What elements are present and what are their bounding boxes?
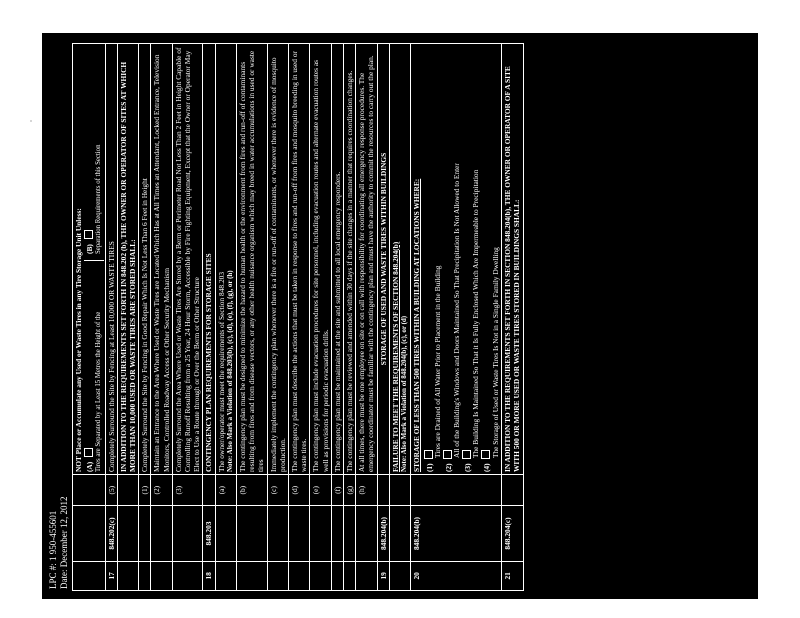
table-row	[151, 44, 172, 591]
row-section	[310, 506, 331, 561]
row-number	[215, 561, 236, 590]
row-subletter: (h)	[356, 475, 377, 506]
col-a-label: (A)	[85, 461, 95, 473]
row-text-heading: IN ADDITION TO THE REQUIREMENTS SET FORTH IN 848.202 (b), THE OWNER OR OPERATOR OF SITES AT WHICH MORE THAN 10,000 USED OR WASTE TIRES ARE STORED SHALL:	[117, 44, 138, 475]
row-text-heading: IN ADDITION TO THE REQUIREMENTS SET FORTH IN SECTION 848.204(b), THE OWNER OR OPERATOR OF A SITE WITH 500 OR MORE USED OR WASTE TIRES STORED IN BUILDINGS SHALL:	[502, 44, 523, 475]
document-page	[42, 33, 758, 599]
table-row	[117, 44, 138, 591]
row-subletter: (e)	[310, 475, 331, 506]
row-number	[73, 561, 106, 590]
row-subletter	[203, 475, 215, 506]
row-number	[267, 561, 288, 590]
row-number	[356, 561, 377, 590]
row-section: 848.204(b)	[411, 506, 502, 561]
row-number	[310, 561, 331, 590]
notplace-heading: NOT Place or Accumulate any Used or Waste Tires in any Tire Storage Unit Unless:	[74, 208, 83, 473]
row-subletter	[117, 475, 138, 506]
row-text-heading: FAILURE TO MEET THE REQUIREMENTS OF SECTION 848.204(b)	[390, 241, 400, 473]
table-row	[267, 44, 288, 591]
check-item-label: (1)	[424, 463, 434, 473]
row-text-cell	[215, 44, 236, 475]
row-subletter: (2)	[151, 475, 172, 506]
row-section: 848.203	[203, 506, 215, 561]
row-number	[289, 561, 310, 590]
table-row	[237, 44, 268, 591]
row-subletter: (3)	[172, 475, 203, 506]
row-subletter: (b)	[237, 475, 268, 506]
check-item-checkbox[interactable]	[481, 450, 490, 459]
row-subletter	[411, 475, 502, 506]
row-text: Completely Surround the Site by Fencing in Good Repair Which Is Not Less Than 6 Feet in Height	[139, 44, 151, 475]
header-date: Date: December 12, 2012	[59, 496, 69, 589]
row-subletter: (c)	[267, 475, 288, 506]
check-item-text: Tires are Drained of All Water Prior to Placement in the Building	[433, 265, 443, 459]
row-subletter: (g)	[344, 475, 356, 506]
row-section	[73, 506, 106, 561]
check-item	[462, 46, 481, 472]
row-subletter: (f)	[331, 475, 343, 506]
table-row	[377, 44, 389, 591]
table-row	[172, 44, 203, 591]
col-b-checkbox[interactable]	[84, 230, 93, 239]
row-subletter: (d)	[289, 475, 310, 506]
row-subletter	[73, 475, 106, 506]
check-item	[481, 46, 500, 472]
row-text: At all times, there must be one employee on site or on call with responsibility for coordinating all emergency response procedures. The emergency coordinator must be familiar with the contingency plan and must have the authority to commit the resources to carry out the plan.	[356, 44, 377, 475]
row-number: 20	[411, 561, 502, 590]
row-number	[117, 561, 138, 590]
check-item-label: (3)	[462, 463, 472, 473]
col-a-checkbox[interactable]	[84, 448, 93, 457]
table-body	[73, 44, 524, 591]
row-subletter	[389, 475, 410, 506]
row-section	[289, 506, 310, 561]
table-row	[310, 44, 331, 591]
row-note: Note: Also Mark a Violation of 848.203(b), (c), (d), (e), (f), (g), or (h)	[225, 270, 234, 473]
row-section: 848.202(c)	[105, 506, 117, 561]
row-number	[139, 561, 151, 590]
check-item-label: (4)	[482, 463, 492, 473]
row-section	[267, 506, 288, 561]
col-a-text: Tires are Separated by at Least 15 Metres the Height of the	[95, 311, 103, 473]
row-section	[389, 506, 410, 561]
row-number: 18	[203, 561, 215, 590]
row-section	[139, 506, 151, 561]
row-text: The contingency plan must be maintained at the site and submitted to all local emergency responders.	[331, 44, 343, 475]
table-row	[289, 44, 310, 591]
row-text-heading: STORAGE OF LESS THAN 500 TIRES WITHIN A BUILDING AT LOCATIONS WHERE:	[412, 178, 422, 473]
row-text: The owner/operator must meet the requirements of Section 848.203	[216, 271, 226, 473]
row-number: 17	[105, 561, 117, 590]
table-row	[139, 44, 151, 591]
table-row-header-notplace	[73, 44, 106, 591]
table-row	[331, 44, 343, 591]
table-row	[356, 44, 377, 591]
row-text-cell	[389, 44, 410, 475]
row-number	[331, 561, 343, 590]
row-note: Note: Also Mark a Violation of 848.204(b), (c), or (d)	[400, 315, 409, 473]
row-section	[344, 506, 356, 561]
scan-speckle	[30, 120, 32, 122]
row-section	[215, 506, 236, 561]
col-b-text: Separation Requirements of this Section	[95, 144, 103, 255]
row-number	[344, 561, 356, 590]
row-section	[172, 506, 203, 561]
row-section	[331, 506, 343, 561]
check-item-text: The Building Is Maintained So That it Is Fully Enclosed Which Are Impermeable to Precipitation	[471, 169, 481, 459]
check-item	[424, 46, 443, 472]
col-b-label: (B)	[85, 244, 95, 255]
row-section	[117, 506, 138, 561]
row-number	[172, 561, 203, 590]
row-text: The contingency plan must describe the actions that must be taken in response to fires and run-off from fires and mosquito breeding in used or waste tires.	[289, 44, 310, 475]
table-row	[411, 44, 502, 591]
row-number	[237, 561, 268, 590]
check-item	[443, 46, 462, 472]
row-text: The contingency plan must be reviewed and amended within 30 days if the site changes in a manner that requires coordination changes.	[344, 44, 356, 475]
row-number	[389, 561, 410, 590]
row-section: 848.204(c)	[502, 506, 523, 561]
row-number: 19	[377, 561, 389, 590]
row-text-heading: STORAGE OF USED AND WASTE TIRES WITHIN BUILDINGS	[377, 44, 389, 475]
table-row	[502, 44, 523, 591]
check-item-text: All of the Building's Windows and Doors Maintained So That Precipitation Is Not Allowed to Enter	[452, 163, 462, 459]
document-header-stamp	[48, 497, 70, 589]
row-subletter	[377, 475, 389, 506]
row-number	[151, 561, 172, 590]
row-subletter: (1)	[139, 475, 151, 506]
row-number: 21	[502, 561, 523, 590]
row-section	[356, 506, 377, 561]
row-text: Completely Surround the Site by Fencing at Least 10,000 OR WASTE TIRES	[105, 44, 117, 475]
table-row	[105, 44, 117, 591]
row-text: The contingency plan must include evacuation procedures for site personnel, including evacuation routes and alternate evacuation routes as well as provisions for periodic evacuation drills.	[310, 44, 331, 475]
row-section	[237, 506, 268, 561]
table-row	[344, 44, 356, 591]
row-text: The contingency plan must be designed to minimize the hazard to human health or the environment from fires and run-off of contaminants resulting from fires and from disease vectors, or any other health nuisance organism which may breed in water accumulations in used or waste tires	[237, 44, 268, 475]
row-subletter: (5)	[105, 475, 117, 506]
row-section: 848.204(b)	[377, 506, 389, 561]
check-item-label: (2)	[443, 463, 453, 473]
check-item-text: The Storage of Used or Waste Tires Is Not in a Single Family Dwelling	[490, 247, 500, 459]
row-section	[151, 506, 172, 561]
regulation-checklist-table	[72, 43, 524, 591]
table-row	[389, 44, 410, 591]
row-subletter	[502, 475, 523, 506]
table-row	[203, 44, 215, 591]
row-text-cell	[411, 44, 502, 475]
check-item-checkbox[interactable]	[443, 450, 452, 459]
row-text: Maintain an Entrance to the Area Where Used or Waste Tires are Located Which Has at All Times an Attendant, Locked Entrance, Television Monitors, Controlled Roadway Access or Other Security Mechanism	[151, 44, 172, 475]
header-lpc-number: LPC #: 1 950-455601	[48, 510, 58, 589]
table-row	[215, 44, 236, 591]
check-item-checkbox[interactable]	[424, 450, 433, 459]
row-subletter: (a)	[215, 475, 236, 506]
check-item-checkbox[interactable]	[462, 450, 471, 459]
row-text: Immediately implement the contingency plan whenever there is a fire or run-off of contaminants, or whenever there is evidence of mosquito production.	[267, 44, 288, 475]
row-text-heading: CONTINGENCY PLAN REQUIREMENTS FOR STORAGE SITES	[203, 44, 215, 475]
row-text-notplace	[73, 44, 106, 475]
row-text: Completely Surround the Area Where Used or Waste Tires Are Stored by a Berm or Perimeter Road Not Less Than 2 Feet in Height Capable of Controlling Runoff Resulting from a 25 Year, 24 Hour Storm, Accessible by Fire Fighting Equipment, Except that the Owner or Operator May Elect to Use a Route through or Over the Berm or Other Structure	[172, 44, 203, 475]
